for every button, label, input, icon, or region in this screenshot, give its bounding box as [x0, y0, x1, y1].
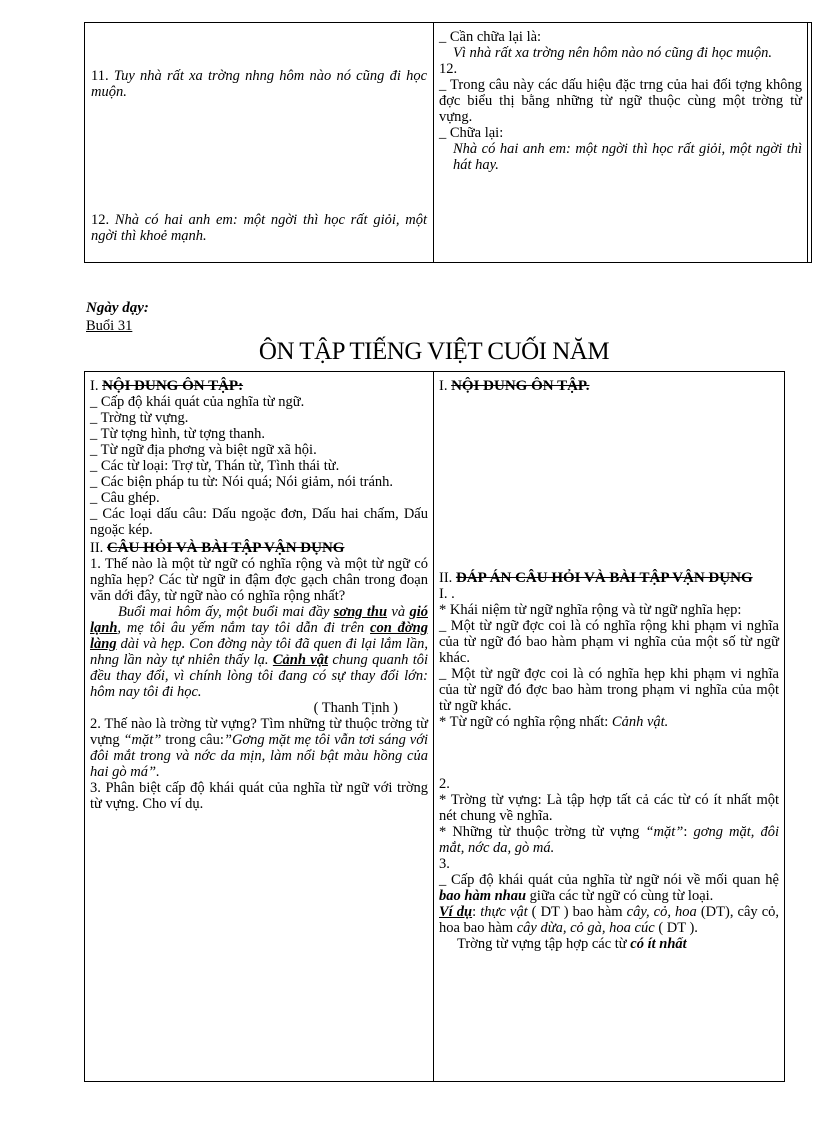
main-left-cell: [85, 372, 434, 1082]
question-1: 1. Thế nào là một từ ngữ có nghĩa rộng và một từ ngữ có nghĩa hẹp? Các từ ngữ in đậm đợc gạch chân trong đoạn văn dới đây, từ ngữ nào có nghĩa rộng nhất?: [90, 556, 428, 604]
top-table: [84, 22, 812, 263]
topic-item: _ Từ tợng hình, từ tợng thanh.: [90, 426, 265, 442]
right-heading-1: I. NỘI DUNG ÔN TẬP.: [439, 378, 590, 394]
answer-2-definition: * Trờng từ vựng: Là tập hợp tất cả các từ có ít nhất một nét chung về nghĩa.: [439, 792, 779, 824]
top-right-cell: [434, 23, 808, 263]
main-table: [84, 371, 785, 1082]
topic-item: _ Các loại dấu câu: Dấu ngoặc đơn, Dấu hai chấm, Dấu ngoặc kép.: [90, 506, 428, 538]
main-right-cell: [434, 372, 785, 1082]
left-heading-2: II. CÂU HỎI VÀ BÀI TẬP VẬN DỤNG: [90, 540, 345, 556]
answer-1-narrow: _ Một từ ngữ đợc coi là có nghĩa hẹp khi phạm vi nghĩa của từ ngữ đó đợc bao hàm trong phạm vi nghĩa của một từ ngữ khác.: [439, 666, 779, 714]
number-12: 12.: [439, 61, 458, 77]
teaching-date: Ngày dạy:: [86, 300, 149, 316]
answer-1-broad: _ Một từ ngữ đợc coi là có nghĩa rộng khi phạm vi nghĩa của từ ngữ đó bao hàm phạm vi nghĩa của một số từ ngữ khác.: [439, 618, 779, 666]
answer-2-words: * Những từ thuộc trờng từ vựng “mặt”: gơng mặt, đôi mắt, nớc da, gò má.: [439, 824, 779, 856]
page-title: ÔN TẬP TIẾNG VIỆT CUỐI NĂM: [258, 338, 610, 365]
fix-answer-11: Vì nhà rất xa trờng nên hôm nào nó cũng đi học muộn.: [453, 45, 773, 61]
topic-item: _ Các biện pháp tu từ: Nói quá; Nói giảm, nói tránh.: [90, 474, 394, 490]
answer-1-definition: * Khái niệm từ ngữ nghĩa rộng và từ ngữ nghĩa hẹp:: [439, 602, 742, 618]
answer-3-number: 3.: [439, 856, 450, 872]
top-extra-cell: [808, 23, 812, 263]
question-2: 2. Thế nào là trờng từ vựng? Tìm những từ thuộc trờng từ vựng “mặt” trong câu:”Gơng mặt mẹ tôi vẫn tơi sáng với đôi mắt trong và nớc da mịn, làm nổi bật màu hồng của hai gò má”.: [90, 716, 429, 780]
fix-label-12: _ Chữa lại:: [439, 125, 504, 141]
topic-item: _ Các từ loại: Trợ từ, Thán từ, Tình thái từ.: [90, 458, 340, 474]
answer-3-level: _ Cấp độ khái quát của nghĩa từ ngữ nói về mối quan hệ bao hàm nhau giữa các từ ngữ có cùng từ loại.: [439, 872, 779, 904]
answer-1-result: * Từ ngữ có nghĩa rộng nhất: Cảnh vật.: [439, 714, 669, 730]
top-left-cell: [85, 23, 434, 263]
question-11: 11. Tuy nhà rất xa trờng nhng hôm nào nó cũng đi học muộn.: [91, 68, 428, 100]
answer-3-field: Trờng từ vựng tập hợp các từ có ít nhất: [457, 936, 687, 952]
answer-2-number: 2.: [439, 776, 450, 792]
topic-item: _ Câu ghép.: [90, 490, 160, 506]
review-topics-list: [90, 394, 428, 538]
answer-3-example: Ví dụ: thực vật ( DT ) bao hàm cây, cỏ, hoa (DT), cây cỏ, hoa bao hàm cây dừa, cỏ gà, hoa cúc ( DT ).: [439, 904, 780, 936]
question-12: 12. Nhà có hai anh em: một ngời thì học rất giỏi, một ngời thì khoẻ mạnh.: [91, 212, 427, 244]
topic-item: _ Trờng từ vựng.: [90, 410, 189, 426]
left-heading-1: I. NỘI DUNG ÔN TẬP:: [90, 378, 244, 394]
passage-author: ( Thanh Tịnh ): [313, 700, 398, 716]
analysis-12: _ Trong câu này các dấu hiệu đặc trng của hai đối tợng không đợc biểu thị bằng những từ ngữ thuộc cùng một trờng từ vựng.: [439, 77, 802, 125]
passage: Buổi mai hôm ấy, một buổi mai đầy sơng thu và gió lạnh, mẹ tôi âu yếm nắm tay tôi dẫn đi trên con đờng làng dài và hẹp. Con đờng này tôi đã quen đi lại lắm lần, nhng lần này tự nhiên thấy lạ. Cảnh vật chung quanh tôi đều thay đổi, vì chính lòng tôi đang có sự thay đổi lớn: hôm nay tôi đi học.: [90, 604, 429, 700]
topic-item: _ Từ ngữ địa phơng và biệt ngữ xã hội.: [90, 442, 317, 458]
right-heading-2: II. ĐÁP ÁN CÂU HỎI VÀ BÀI TẬP VẬN DỤNG: [439, 570, 753, 586]
question-3: 3. Phân biệt cấp độ khái quát của nghĩa từ ngữ với trờng từ vựng. Cho ví dụ.: [90, 780, 428, 812]
fix-answer-12: Nhà có hai anh em: một ngời thì học rất giỏi, một ngời thì hát hay.: [453, 141, 802, 173]
topic-item: _ Cấp độ khái quát của nghĩa từ ngữ.: [90, 394, 305, 410]
session-number: Buổi 31: [86, 318, 133, 334]
answer-i: I. .: [439, 586, 455, 602]
fix-label: _ Cần chữa lại là:: [439, 29, 542, 45]
